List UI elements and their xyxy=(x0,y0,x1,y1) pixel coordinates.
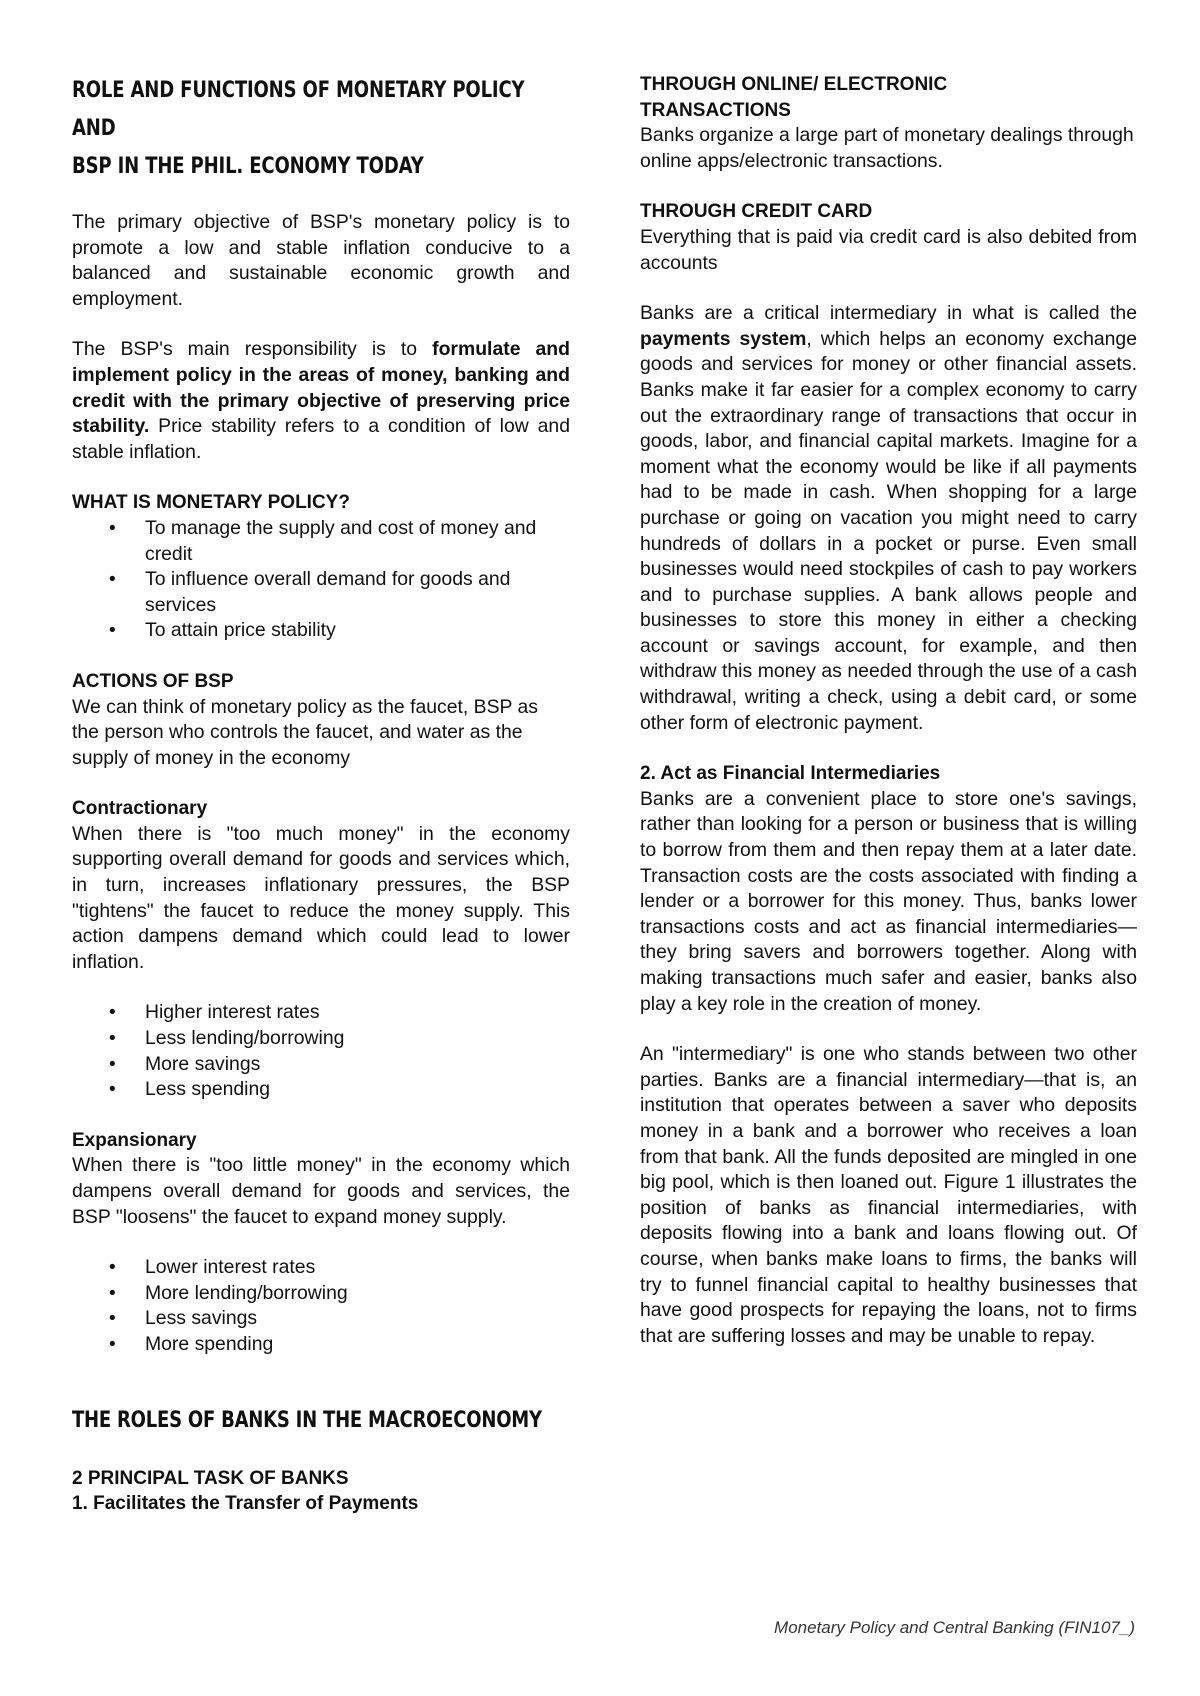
list-item: • Lower interest rates xyxy=(109,1256,316,1279)
page-footer: Monetary Policy and Central Banking (FIN107_) xyxy=(774,1618,1135,1637)
list-item: • More savings xyxy=(109,1052,261,1075)
expansionary-list xyxy=(72,1255,570,1357)
credit-card-heading: THROUGH CREDIT CARD xyxy=(640,201,873,223)
principal-task-heading: 2 PRINCIPAL TASK OF BANKS xyxy=(72,1467,349,1489)
task-1-heading: 1. Facilitates the Transfer of Payments xyxy=(72,1493,419,1515)
list-item: • Less lending/borrowing xyxy=(109,1027,345,1050)
credit-card-paragraph: Everything that is paid via credit card is also debited from accounts xyxy=(640,225,1137,274)
task-2-heading: 2. Act as Financial Intermediaries xyxy=(640,763,941,785)
actions-paragraph: We can think of monetary policy as the faucet, BSP as the person who controls the faucet, and water as the supply of money in the economy xyxy=(72,695,538,769)
intermediary-paragraph: An "intermediary" is one who stands between two other parties. Banks are a financial intermediary—that is, an institution that operates between a saver who deposits money in a bank and a borrower who receives a loan from that bank. All the funds deposited are mingled in one big pool, which is then loaned out. Figure 1 illustrates the position of banks as financial intermediaries, with deposits flowing into a bank and loans flowing out. Of course, when banks make loans to firms, the banks will try to funnel financial capital to healthy businesses that have good prospects for repaying the loans, not to firms that are suffering losses and may be unable to repay. xyxy=(640,1043,1137,1347)
expansionary-heading: Expansionary xyxy=(72,1129,197,1151)
expansionary-paragraph: When there is "too little money" in the economy which dampens overall demand for goods and services, the BSP "loosens" the faucet to expand money supply. xyxy=(72,1154,570,1228)
what-is-monetary-policy-list xyxy=(72,516,570,644)
intro-paragraph: The primary objective of BSP's monetary policy is to promote a low and stable inflation conducive to a balanced and sustainable economic growth and employment. xyxy=(72,211,570,310)
contractionary-list xyxy=(72,1000,570,1102)
online-transactions-heading: THROUGH ONLINE/ ELECTRONIC TRANSACTIONS xyxy=(640,74,948,121)
list-item: • To manage the supply and cost of money and credit xyxy=(109,516,537,565)
section-title-monetary-policy: ROLE AND FUNCTIONS OF MONETARY POLICY AND BSP IN THE PHIL. ECONOMY TODAY xyxy=(72,78,525,179)
financial-intermediaries-paragraph: Banks are a convenient place to store one's savings, rather than looking for a person or business that is willing to borrow from them and then repay them at a later date. Transaction costs are the costs associated with finding a lender or a borrower for this money. Thus, banks lower transactions costs and act as financial intermediaries—they bring savers and borrowers together. Along with making transactions much safer and easier, banks also play a key role in the creation of money. xyxy=(640,787,1137,1015)
list-item: • Higher interest rates xyxy=(109,1001,320,1024)
section-title-roles-of-banks: THE ROLES OF BANKS IN THE MACROECONOMY xyxy=(72,1407,542,1433)
payments-system-paragraph: Banks are a critical intermediary in what is called the payments system, which helps an economy exchange goods and services for money or other financial assets. Banks make it far easier for a complex economy to carry out the extraordinary range of transactions that occur in goods, labor, and financial capital markets. Imagine for a moment what the economy would be like if all payments had to be made in cash. When shopping for a large purchase or going on vacation you might need to carry hundreds of dollars in a pocket or purse. Even small businesses would need stockpiles of cash to pay workers and to purchase supplies. A bank allows people and businesses to store this money in either a checking account or savings account, for example, and then withdraw this money as needed through the use of a cash withdrawal, writing a check, using a debit card, or some other form of electronic payment. xyxy=(640,302,1137,734)
list-item: • More lending/borrowing xyxy=(109,1281,348,1304)
contractionary-paragraph: When there is "too much money" in the economy supporting overall demand for goods and services which, in turn, increases inflationary pressures, the BSP "tightens" the faucet to reduce the money supply. This action dampens demand which could lead to lower inflation. xyxy=(72,822,570,973)
list-item: • To influence overall demand for goods and services xyxy=(109,568,511,616)
list-item: • Less savings xyxy=(109,1307,258,1330)
responsibility-paragraph: The BSP's main responsibility is to formulate and implement policy in the areas of money, banking and credit with the primary objective of preserving price stability. Price stability refers to a condition of low and stable inflation. xyxy=(72,338,570,463)
list-item: • Less spending xyxy=(109,1078,271,1101)
what-is-monetary-policy-heading: WHAT IS MONETARY POLICY? xyxy=(72,492,350,514)
contractionary-heading: Contractionary xyxy=(72,798,208,820)
list-item: • To attain price stability xyxy=(109,619,336,642)
left-column xyxy=(72,72,570,1517)
list-item: • More spending xyxy=(109,1332,274,1355)
actions-of-bsp-heading: ACTIONS OF BSP xyxy=(72,670,234,692)
right-column xyxy=(640,72,1137,1349)
online-transactions-paragraph: Banks organize a large part of monetary dealings through online apps/electronic transactions. xyxy=(640,124,1134,172)
